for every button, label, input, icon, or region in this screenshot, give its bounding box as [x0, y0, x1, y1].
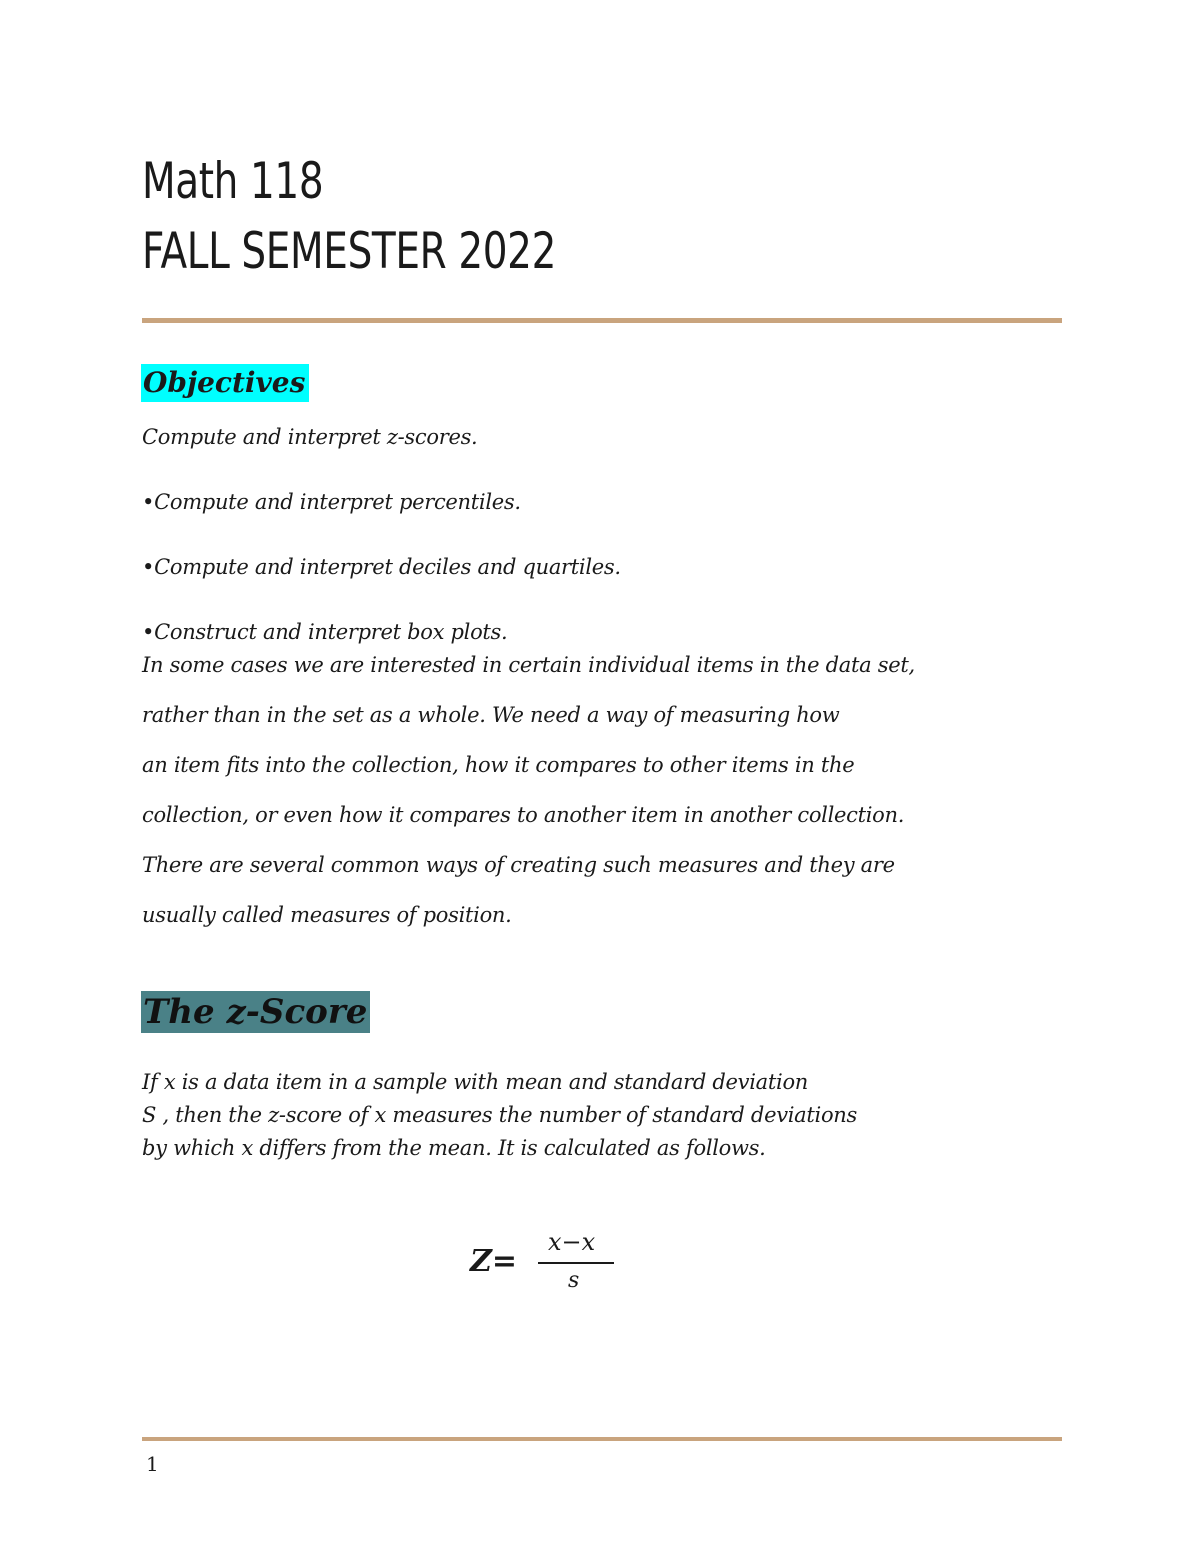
fraction-bar: [538, 1262, 614, 1264]
objective-item: •Compute and interpret percentiles.: [142, 490, 521, 514]
zscore-definition-line: If x is a data item in a sample with mean and standard deviation: [142, 1070, 809, 1094]
zscore-definition-line: by which x differs from the mean. It is calculated as follows.: [142, 1136, 766, 1160]
intro-line: usually called measures of position.: [142, 903, 512, 927]
course-title: Math 118: [142, 152, 324, 210]
intro-line: collection, or even how it compares to another item in another collection.: [142, 803, 905, 827]
intro-line: There are several common ways of creating such measures and they are: [142, 853, 895, 877]
zscore-formula: [470, 1228, 630, 1298]
formula-denominator: s: [568, 1268, 580, 1293]
semester-title: FALL SEMESTER 2022: [142, 222, 557, 280]
zscore-heading: The z-Score: [141, 991, 370, 1033]
intro-line: an item fits into the collection, how it compares to other items in the: [142, 753, 855, 777]
intro-line: rather than in the set as a whole. We need a way of measuring how: [142, 703, 840, 727]
formula-numerator: x−x: [548, 1228, 596, 1256]
footer-divider: [142, 1437, 1062, 1441]
objective-item: •Compute and interpret deciles and quartiles.: [142, 555, 621, 579]
header-divider: [142, 318, 1062, 323]
formula-lhs: Z=: [470, 1244, 518, 1279]
objective-item: •Construct and interpret box plots.: [142, 620, 508, 644]
objective-item: Compute and interpret z-scores.: [142, 425, 478, 449]
zscore-definition-line: S , then the z-score of x measures the number of standard deviations: [142, 1103, 858, 1127]
objectives-heading: Objectives: [141, 364, 309, 402]
intro-line: In some cases we are interested in certain individual items in the data set,: [142, 653, 915, 677]
page-number: 1: [146, 1452, 159, 1476]
